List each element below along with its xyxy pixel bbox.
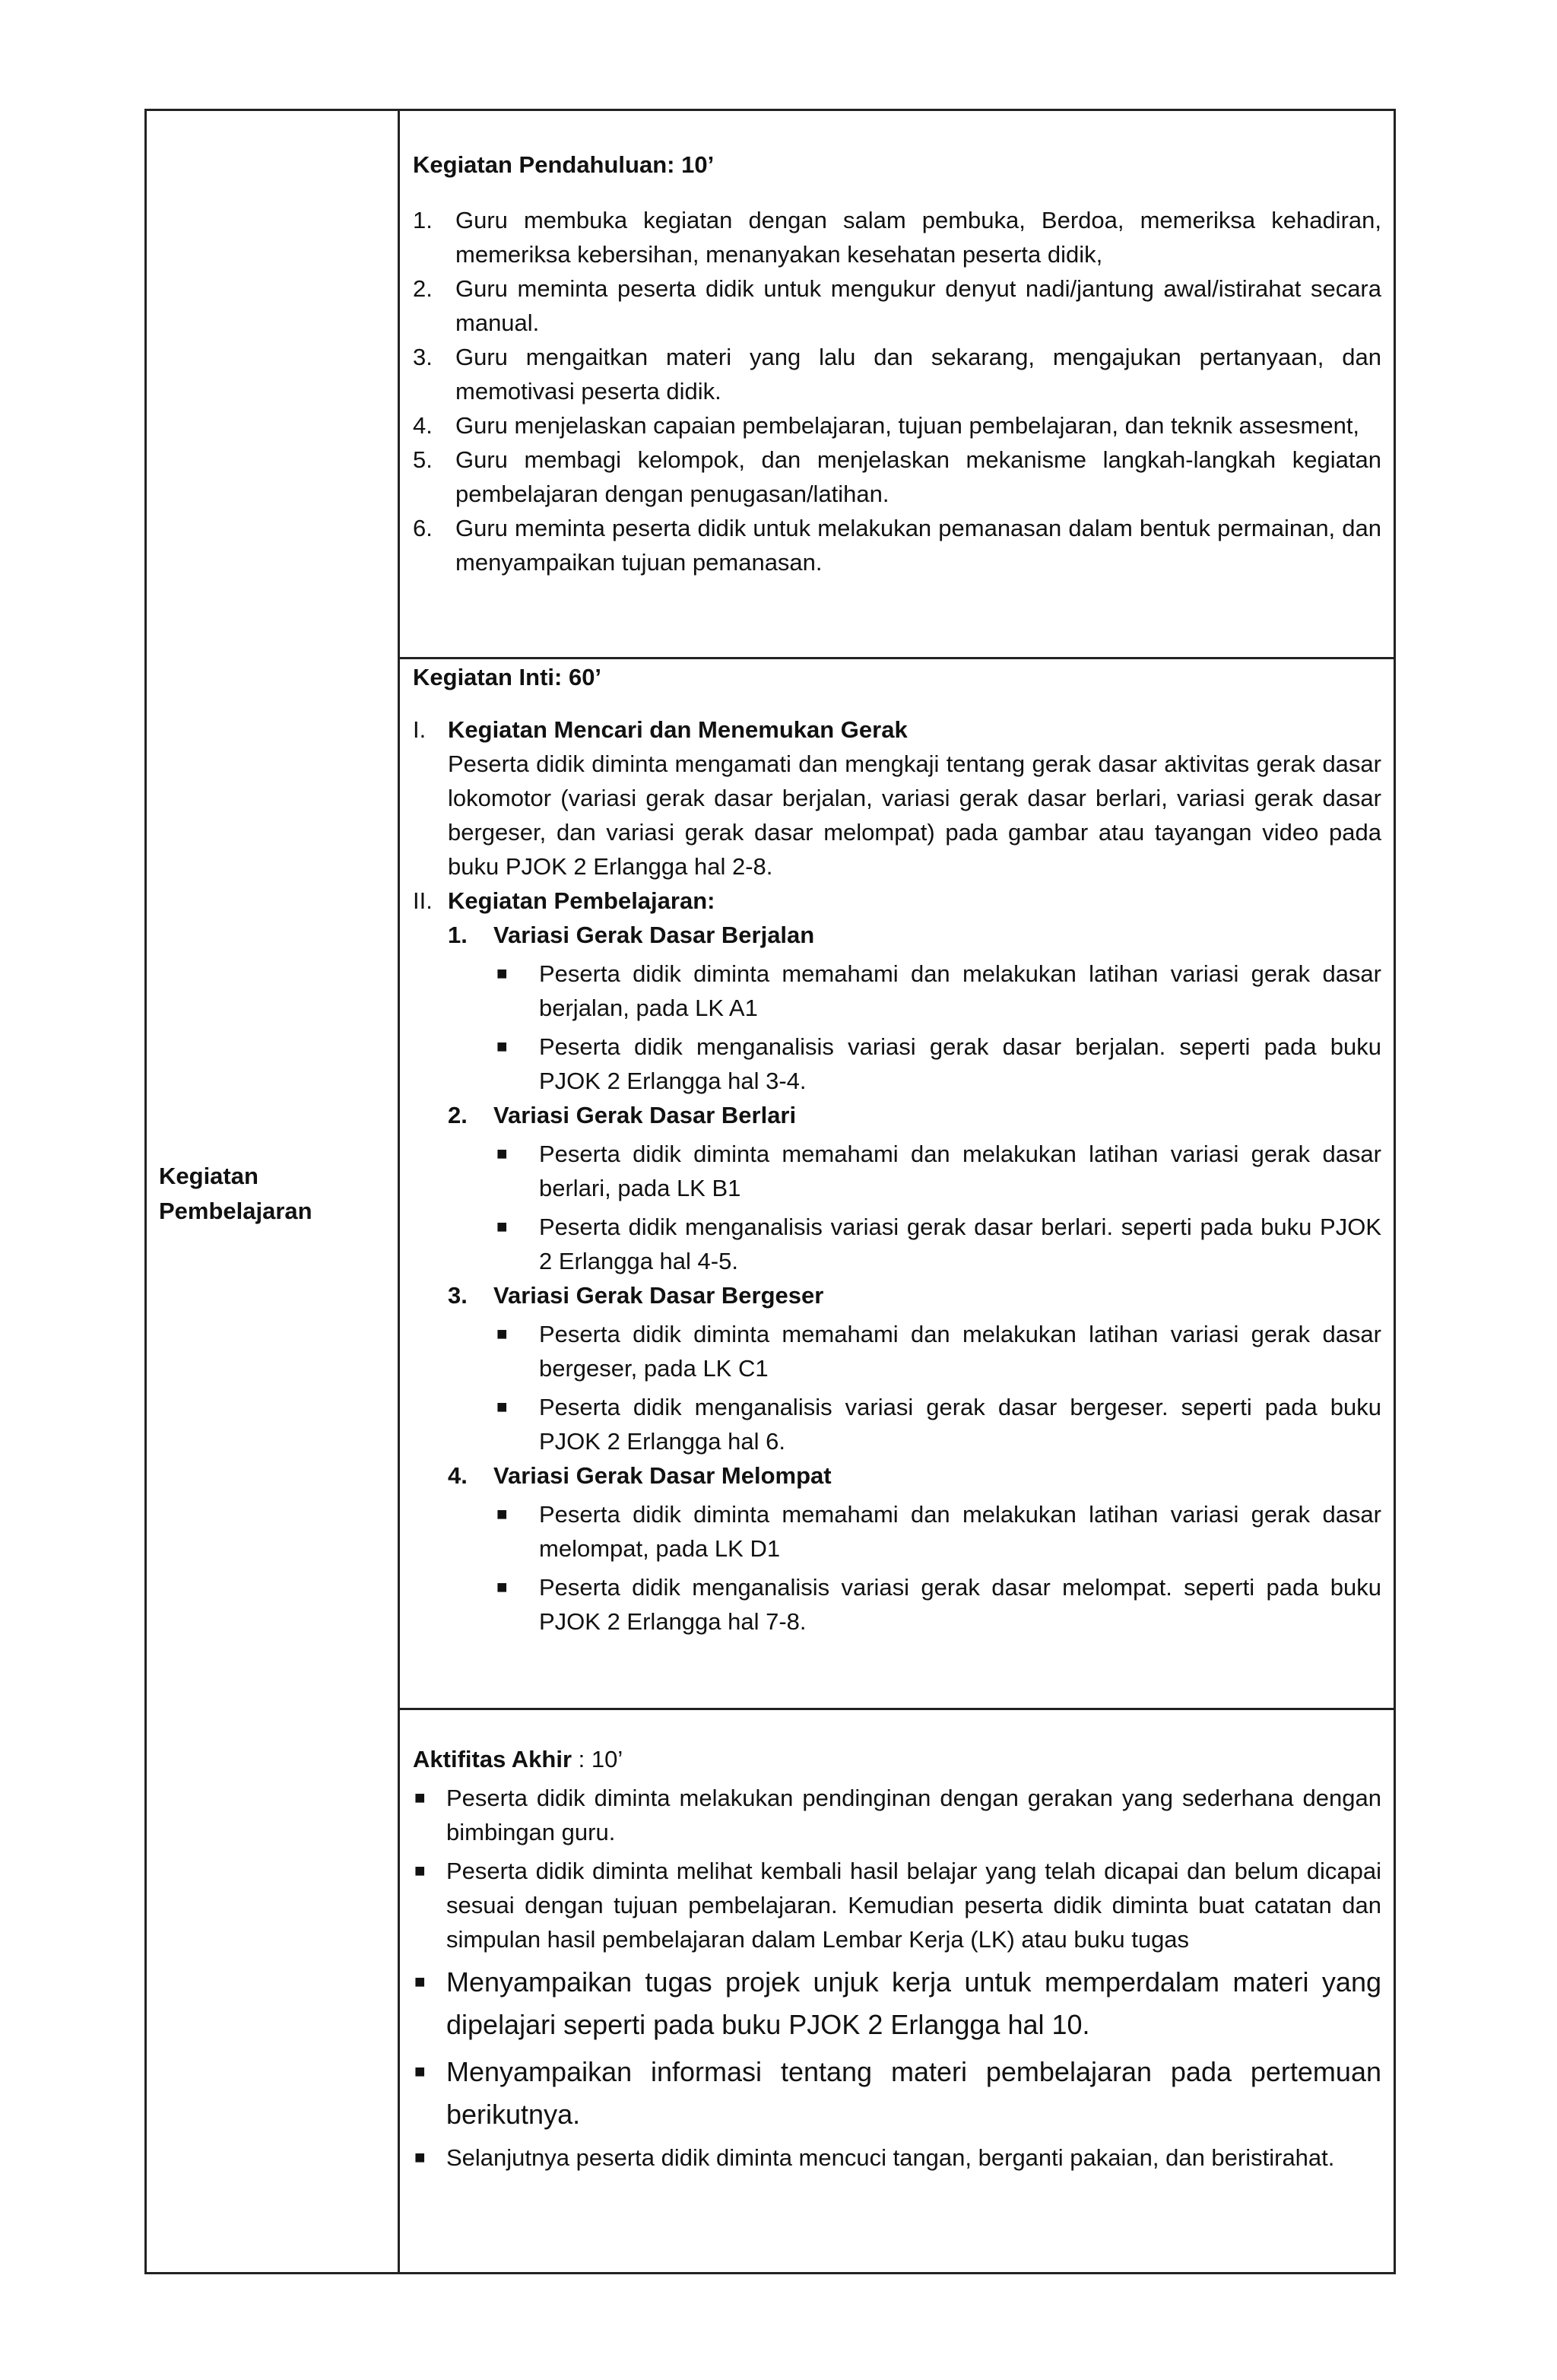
square-bullet-icon: ■ — [496, 1324, 508, 1344]
pendahuluan-title: Kegiatan Pendahuluan: 10’ — [413, 151, 715, 178]
list-item: ■ Peserta didik diminta memahami dan melakukan latihan variasi gerak dasar berlari, pada LK B1 — [493, 1137, 1381, 1205]
square-bullet-icon: ■ — [496, 1036, 508, 1057]
lesson-table — [144, 109, 1396, 2274]
inti-title: Kegiatan Inti: 60’ — [413, 664, 602, 690]
pendahuluan-cell — [413, 148, 1381, 579]
square-bullet-icon: ■ — [414, 2147, 426, 2168]
list-item: ■ Menyampaikan tugas projek unjuk kerja untuk memperdalam materi yang dipelajari seperti pada buku PJOK 2 Erlangga hal 10. — [413, 1961, 1381, 2046]
list-item: ■ Peserta didik diminta melihat kembali hasil belajar yang telah dicapai dan belum dicapai sesuai dengan tujuan pembelajaran. Kemudian peserta didik diminta buat catatan dan simpulan hasil pembelajaran dalam Lembar Kerja (LK) atau buku tugas — [413, 1854, 1381, 1956]
row-divider-1 — [400, 657, 1394, 659]
square-bullet-icon: ■ — [414, 1788, 426, 1808]
square-bullet-icon: ■ — [496, 1397, 508, 1417]
list-item: ■ Peserta didik menganalisis variasi gerak dasar melompat. seperti pada buku PJOK 2 Erlangga hal 7-8. — [493, 1570, 1381, 1639]
akhir-list — [413, 1781, 1381, 2175]
bullet-list — [493, 1137, 1381, 1278]
list-item: ■ Peserta didik diminta melakukan pendinginan dengan gerakan yang sederhana dengan bimbingan guru. — [413, 1781, 1381, 1849]
sub-section-melompat: 4. Variasi Gerak Dasar Melompat ■ Peserta didik diminta memahami dan melakukan latihan variasi gerak dasar melompat, pada LK D1 ■ Peserta didik menganalisis variasi gerak dasar melompat. seperti pada buku PJOK 2 Erlangga hal 7-8. — [448, 1458, 1381, 1639]
list-item: 3. Guru mengaitkan materi yang lalu dan sekarang, mengajukan pertanyaan, dan memotivasi peserta didik. — [413, 344, 1381, 405]
list-item: ■ Peserta didik diminta memahami dan melakukan latihan variasi gerak dasar bergeser, pada LK C1 — [493, 1317, 1381, 1385]
list-item: ■ Peserta didik menganalisis variasi gerak dasar bergeser. seperti pada buku PJOK 2 Erlangga hal 6. — [493, 1390, 1381, 1458]
list-item: 2. Guru meminta peserta didik untuk mengukur denyut nadi/jantung awal/istirahat secara manual. — [413, 275, 1381, 336]
square-bullet-icon: ■ — [414, 1972, 426, 1992]
left-label: Kegiatan Pembelajaran — [159, 1163, 312, 1224]
square-bullet-icon: ■ — [496, 1504, 508, 1525]
bullet-list — [493, 1497, 1381, 1639]
list-item: ■ Menyampaikan informasi tentang materi pembelajaran pada pertemuan berikutnya. — [413, 2051, 1381, 2136]
pendahuluan-list — [413, 203, 1381, 579]
list-item: 4. Guru menjelaskan capaian pembelajaran, tujuan pembelajaran, dan teknik assesment, — [413, 412, 1360, 439]
list-item: 6. Guru meminta peserta didik untuk melakukan pemanasan dalam bentuk permainan, dan menyampaikan tujuan pemanasan. — [413, 515, 1381, 576]
bullet-list — [493, 957, 1381, 1098]
inti-section-2: II. Kegiatan Pembelajaran: 1. Variasi Gerak Dasar Berjalan ■ Peserta didik diminta memahami dan melakukan latihan variasi gerak dasar berjalan, pada LK A1 ■ Peserta didik menganalisis variasi gerak dasar berjalan. seperti pada buku PJOK 2 Erlangga hal 3-4. 2. Variasi Gerak Dasar Berlari ■ Peserta didik diminta memahami dan melakukan latihan variasi gerak dasar berlari, pada LK B1 ■ Peserta didik menganalisis variasi gerak dasar berlari. seperti pada buku PJOK 2 Erlangga hal 4-5. 3. Variasi Gerak Dasar Bergeser ■ Peserta didik diminta memahami dan melakukan latihan variasi gerak dasar bergeser, pada LK C1 ■ Peserta didik menganalisis variasi gerak dasar bergeser. seperti pada buku PJOK 2 Erlangga hal 6. 4. Variasi Gerak Dasar Melompat ■ Peserta didik diminta memahami dan melakukan latihan variasi gerak dasar melompat, pada LK D1 ■ Peserta didik menganalisis variasi gerak dasar melompat. seperti pada buku PJOK 2 Erlangga hal 7-8. — [413, 884, 1381, 1639]
square-bullet-icon: ■ — [414, 1861, 426, 1881]
column-divider — [398, 111, 400, 2272]
list-item: ■ Peserta didik diminta memahami dan melakukan latihan variasi gerak dasar berjalan, pada LK A1 — [493, 957, 1381, 1025]
list-item: ■ Selanjutnya peserta didik diminta mencuci tangan, berganti pakaian, dan beristirahat. — [413, 2140, 1381, 2175]
inti-cell — [413, 660, 1381, 1639]
list-item: ■ Peserta didik diminta memahami dan melakukan latihan variasi gerak dasar melompat, pada LK D1 — [493, 1497, 1381, 1566]
sub-section-berlari: 2. Variasi Gerak Dasar Berlari ■ Peserta didik diminta memahami dan melakukan latihan variasi gerak dasar berlari, pada LK B1 ■ Peserta didik menganalisis variasi gerak dasar berlari. seperti pada buku PJOK 2 Erlangga hal 4-5. — [448, 1098, 1381, 1278]
list-item: 1. Guru membuka kegiatan dengan salam pembuka, Berdoa, memeriksa kehadiran, memeriksa kebersihan, menanyakan kesehatan peserta didik, — [413, 207, 1381, 268]
square-bullet-icon: ■ — [496, 963, 508, 984]
bullet-list — [493, 1317, 1381, 1458]
sub-section-berjalan: 1. Variasi Gerak Dasar Berjalan ■ Peserta didik diminta memahami dan melakukan latihan variasi gerak dasar berjalan, pada LK A1 ■ Peserta didik menganalisis variasi gerak dasar berjalan. seperti pada buku PJOK 2 Erlangga hal 3-4. — [448, 918, 1381, 1098]
akhir-title: Aktifitas Akhir : 10’ — [413, 1746, 623, 1772]
square-bullet-icon: ■ — [496, 1217, 508, 1237]
inti-section-1: I. Kegiatan Mencari dan Menemukan Gerak Peserta didik diminta mengamati dan mengkaji tentang gerak dasar aktivitas gerak dasar lokomotor (variasi gerak dasar berjalan, variasi gerak dasar berlari, variasi gerak dasar bergeser, dan variasi gerak dasar melompat) pada gambar atau tayangan video pada buku PJOK 2 Erlangga hal 2-8. — [413, 716, 1381, 880]
row-divider-2 — [400, 1708, 1394, 1710]
akhir-cell — [413, 1742, 1381, 2175]
list-item: 5. Guru membagi kelompok, dan menjelaskan mekanisme langkah-langkah kegiatan pembelajaran dengan penugasan/latihan. — [413, 446, 1381, 507]
list-item: ■ Peserta didik menganalisis variasi gerak dasar berjalan. seperti pada buku PJOK 2 Erlangga hal 3-4. — [493, 1030, 1381, 1098]
sub-section-bergeser: 3. Variasi Gerak Dasar Bergeser ■ Peserta didik diminta memahami dan melakukan latihan variasi gerak dasar bergeser, pada LK C1 ■ Peserta didik menganalisis variasi gerak dasar bergeser. seperti pada buku PJOK 2 Erlangga hal 6. — [448, 1278, 1381, 1458]
square-bullet-icon: ■ — [414, 2061, 426, 2082]
square-bullet-icon: ■ — [496, 1577, 508, 1598]
square-bullet-icon: ■ — [496, 1144, 508, 1164]
list-item: ■ Peserta didik menganalisis variasi gerak dasar berlari. seperti pada buku PJOK 2 Erlangga hal 4-5. — [493, 1210, 1381, 1278]
